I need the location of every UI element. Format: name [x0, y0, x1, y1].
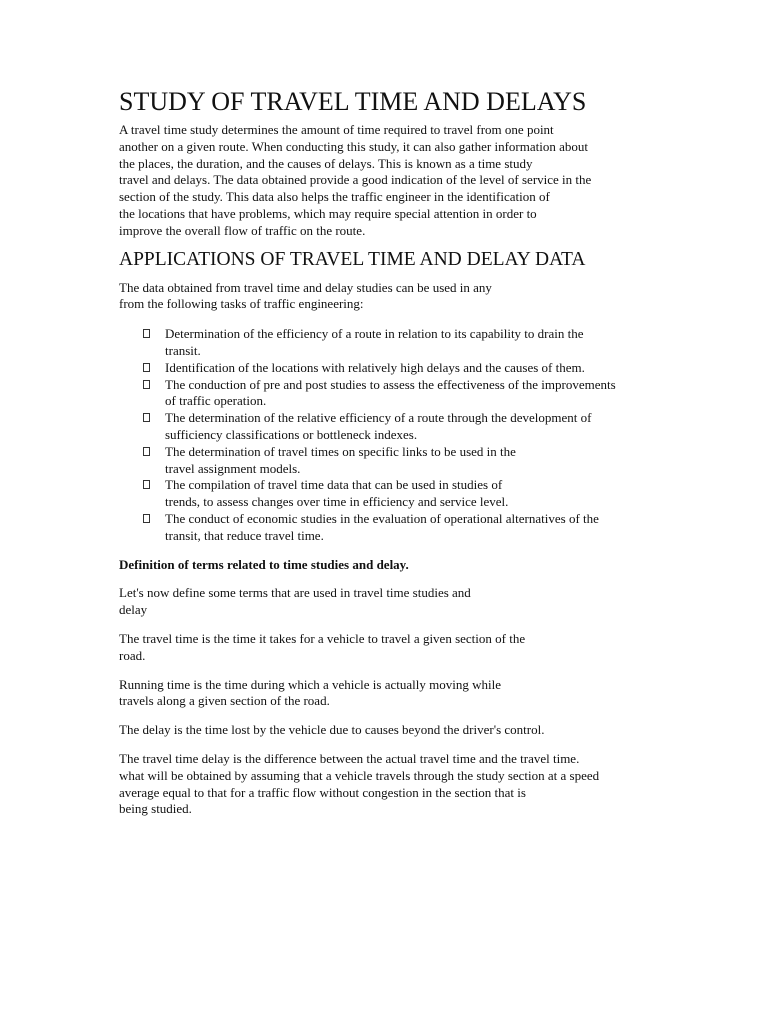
document-page: [119, 87, 699, 818]
list-item-line: The determination of travel times on specific links to be used in the: [165, 443, 516, 459]
list-item-line: The compilation of travel time data that can be used in studies of: [165, 477, 503, 493]
list-item-line: Determination of the efficiency of a route in relation to its capability to drain the: [165, 326, 584, 342]
definition-line: The travel time delay is the difference between the actual travel time and the travel time.: [119, 750, 580, 766]
definition-line: The travel time is the time it takes for a vehicle to travel a given section of the: [119, 630, 526, 646]
list-item: [119, 360, 699, 377]
intro-line: the locations that have problems, which may require special attention in order to: [119, 205, 537, 221]
definition-line: what will be obtained by assuming that a vehicle travels through the study section at a speed: [119, 767, 600, 783]
missing-glyph-icon: [143, 380, 150, 389]
list-item-line: sufficiency classifications or bottleneck indexes.: [165, 426, 418, 442]
list-item-line: The conduct of economic studies in the evaluation of operational alternatives of the: [165, 510, 599, 526]
definitions-intro: [119, 585, 699, 619]
definition-line: Running time is the time during which a vehicle is actually moving while: [119, 676, 501, 692]
applications-intro: [119, 280, 699, 314]
intro-paragraph: [119, 122, 699, 240]
list-item-line: trends, to assess changes over time in efficiency and service level.: [165, 494, 509, 510]
travel-time-delay-definition: [119, 751, 699, 818]
list-item-line: transit, that reduce travel time.: [165, 527, 324, 543]
applications-list: [119, 326, 699, 544]
list-item-line: The determination of the relative efficiency of a route through the development of: [165, 410, 592, 426]
intro-line: A travel time study determines the amount of time required to travel from one point: [119, 122, 554, 137]
running-time-definition: [119, 677, 699, 711]
list-item-line: travel assignment models.: [165, 460, 301, 476]
intro-line: another on a given route. When conducting this study, it can also gather information about: [119, 138, 588, 154]
definitions-intro-line: Let's now define some terms that are used in travel time studies and: [119, 585, 471, 601]
applications-heading: APPLICATIONS OF TRAVEL TIME AND DELAY DATA: [119, 248, 586, 270]
list-item: [119, 511, 699, 545]
definitions-intro-line: delay: [119, 602, 148, 618]
list-item-line: of traffic operation.: [165, 393, 267, 409]
missing-glyph-icon: [143, 447, 150, 456]
intro-line: travel and delays. The data obtained provide a good indication of the level of service in the: [119, 172, 592, 188]
definition-line: The delay is the time lost by the vehicle due to causes beyond the driver's control.: [119, 722, 545, 738]
missing-glyph-icon: [143, 413, 150, 422]
missing-glyph-icon: [143, 329, 150, 338]
delay-definition: [119, 722, 699, 739]
list-item: [119, 410, 699, 444]
definition-line: road.: [119, 647, 146, 663]
missing-glyph-icon: [143, 363, 150, 372]
missing-glyph-icon: [143, 480, 150, 489]
list-item: [119, 477, 699, 511]
document-title: STUDY OF TRAVEL TIME AND DELAYS: [119, 87, 587, 116]
applications-intro-line: The data obtained from travel time and delay studies can be used in any: [119, 279, 492, 295]
intro-line: improve the overall flow of traffic on the route.: [119, 222, 366, 238]
travel-time-definition: [119, 631, 699, 665]
list-item-line: transit.: [165, 342, 201, 358]
definition-line: being studied.: [119, 801, 192, 817]
list-item: [119, 326, 699, 360]
list-item: [119, 444, 699, 478]
list-item: [119, 377, 699, 411]
definitions-heading: Definition of terms related to time studies and delay.: [119, 556, 409, 572]
applications-intro-line: from the following tasks of traffic engineering:: [119, 296, 364, 312]
missing-glyph-icon: [143, 514, 150, 523]
definition-line: travels along a given section of the road.: [119, 693, 330, 709]
list-item-line: Identification of the locations with relatively high delays and the causes of them.: [165, 359, 585, 375]
definition-line: average equal to that for a traffic flow without congestion in the section that is: [119, 784, 526, 800]
list-item-line: The conduction of pre and post studies to assess the effectiveness of the improvements: [165, 376, 616, 392]
intro-line: the places, the duration, and the causes of delays. This is known as a time study: [119, 155, 533, 171]
intro-line: section of the study. This data also helps the traffic engineer in the identification of: [119, 189, 550, 205]
